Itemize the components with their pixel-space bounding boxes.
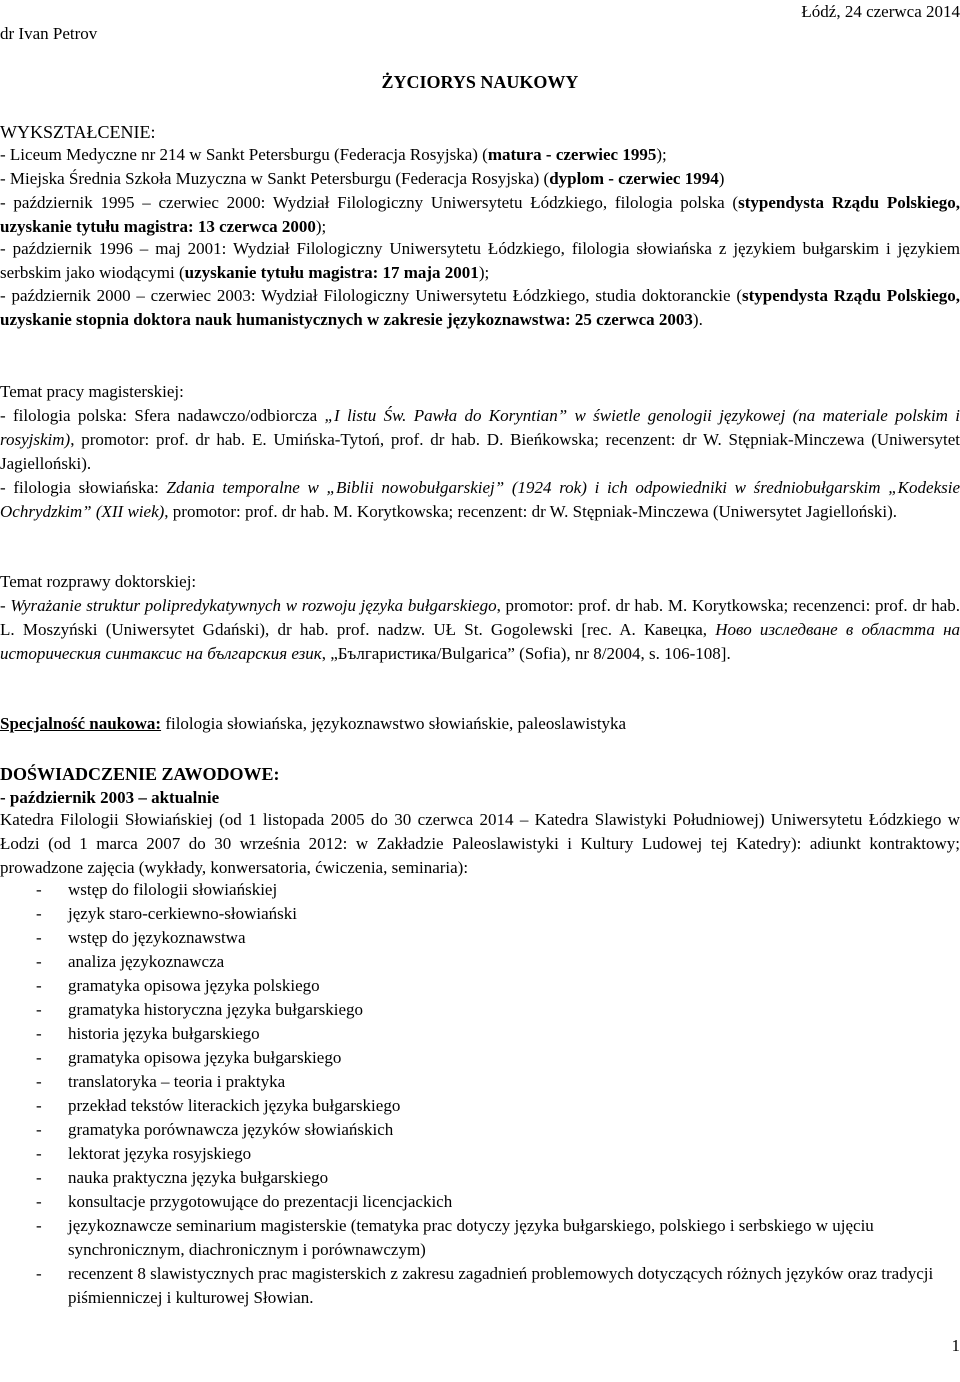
author-name: dr Ivan Petrov: [0, 24, 98, 43]
list-item: - gramatyka historyczna języka bułgarskiego: [0, 998, 960, 1022]
document-title: ŻYCIORYS NAUKOWY: [381, 72, 579, 92]
education-item: - Miejska Średnia Szkoła Muzyczna w Sankt Petersburgu (Federacja Rosyjska) (dyplom - czerwiec 1994): [0, 169, 725, 188]
list-item: - gramatyka opisowa języka bułgarskiego: [0, 1046, 960, 1070]
experience-period: - październik 2003 – aktualnie: [0, 788, 220, 807]
experience-heading: DOŚWIADCZENIE ZAWODOWE:: [0, 764, 280, 784]
doctoral-heading: Temat rozprawy doktorskiej:: [0, 572, 197, 591]
education-heading: WYKSZTAŁCENIE:: [0, 122, 156, 142]
education-item: - październik 1996 – maj 2001: Wydział Filologiczny Uniwersytetu Łódzkiego, filologia słowiańska z językiem bułgarskim i językiem serbskim jako wiodącymi (uzyskanie tytułu magistra: 17 maja 2001);: [0, 239, 960, 282]
list-item: - język staro-cerkiewno-słowiański: [0, 902, 960, 926]
education-item: - październik 1995 – czerwiec 2000: Wydział Filologiczny Uniwersytetu Łódzkiego, filologia polska (stypendysta Rządu Polskiego, uzyskanie tytułu magistra: 13 czerwca 2000);: [0, 193, 960, 236]
list-item: - wstęp do filologii słowiańskiej: [0, 878, 960, 902]
education-item: - Liceum Medyczne nr 214 w Sankt Petersburgu (Federacja Rosyjska) (matura - czerwiec 1995);: [0, 145, 667, 164]
page-number: 1: [951, 1336, 960, 1355]
list-item: - konsultacje przygotowujące do prezentacji licencjackich: [0, 1190, 960, 1214]
doctoral-text: - Wyrażanie struktur polipredykatywnych w rozwoju języka bułgarskiego, promotor: prof. dr hab. M. Korytkowska; recenzenci: prof. dr hab. L. Moszyński (Uniwersytet Gdański), dr hab. prof. nadzw. UŁ St. Gogolewski [rec. A. Кавецка, Ново изследване в областта на историческия синтаксис на българския език, „Българистика/Bulgarica” (Sofia), nr 8/2004, s. 106-108].: [0, 596, 960, 663]
course-list: [0, 878, 960, 1310]
experience-description: Katedra Filologii Słowiańskiej (od 1 listopada 2005 do 30 czerwca 2014 – Katedra Slawistyki Południowej) Uniwersytetu Łódzkiego w Łodzi (od 1 marca 2007 do 30 września 2012: w Zakładzie Paleoslawistyki i Kultury Ludowej tej Katedry): adiunkt kontraktowy; prowadzone zajęcia (wykłady, konwersatoria, ćwiczenia, seminaria):: [0, 810, 960, 877]
list-item: - gramatyka opisowa języka polskiego: [0, 974, 960, 998]
list-item: - przekład tekstów literackich języka bułgarskiego: [0, 1094, 960, 1118]
list-item: - lektorat języka rosyjskiego: [0, 1142, 960, 1166]
list-item: - wstęp do językoznawstwa: [0, 926, 960, 950]
list-item: - translatoryka – teoria i praktyka: [0, 1070, 960, 1094]
education-item: - październik 2000 – czerwiec 2003: Wydział Filologiczny Uniwersytetu Łódzkiego, studia doktoranckie (stypendysta Rządu Polskiego, uzyskanie stopnia doktora nauk humanistycznych w zakresie językoznawstwa: 25 czerwca 2003).: [0, 286, 960, 329]
specialty-line: Specjalność naukowa: filologia słowiańska, językoznawstwo słowiańskie, paleoslawistyka: [0, 714, 627, 733]
masters-heading: Temat pracy magisterskiej:: [0, 382, 184, 401]
masters-slavic: - filologia słowiańska: Zdania temporalne w „Biblii nowobułgarskiej” (1924 rok) i ich odpowiedniki w średniobułgarskim „Kodeksie Ochrydzkim” (XII wiek), promotor: prof. dr hab. M. Korytkowska; recenzent: dr W. Stępniak-Minczewa (Uniwersytet Jagielloński).: [0, 478, 960, 521]
list-item: - nauka praktyczna języka bułgarskiego: [0, 1166, 960, 1190]
masters-polish: - filologia polska: Sfera nadawczo/odbiorcza „I listu Św. Pawła do Koryntian” w świetle genologii językowej (na materiale polskim i rosyjskim), promotor: prof. dr hab. E. Umińska-Tytoń, prof. dr hab. D. Bieńkowska; recenzent: dr W. Stępniak-Minczewa (Uniwersytet Jagielloński).: [0, 406, 960, 473]
list-item: - analiza językoznawcza: [0, 950, 960, 974]
list-item: - gramatyka porównawcza języków słowiańskich: [0, 1118, 960, 1142]
list-item: - językoznawcze seminarium magisterskie (tematyka prac dotyczy języka bułgarskiego, polskiego i serbskiego w ujęciu synchronicznym, diachronicznym i porównawczym): [0, 1214, 960, 1262]
list-item: - historia języka bułgarskiego: [0, 1022, 960, 1046]
place-date: Łódź, 24 czerwca 2014: [801, 2, 960, 21]
list-item: - recenzent 8 slawistycznych prac magisterskich z zakresu zagadnień problemowych dotyczących różnych języków oraz tradycji piśmienniczej i kulturowej Słowian.: [0, 1262, 960, 1310]
